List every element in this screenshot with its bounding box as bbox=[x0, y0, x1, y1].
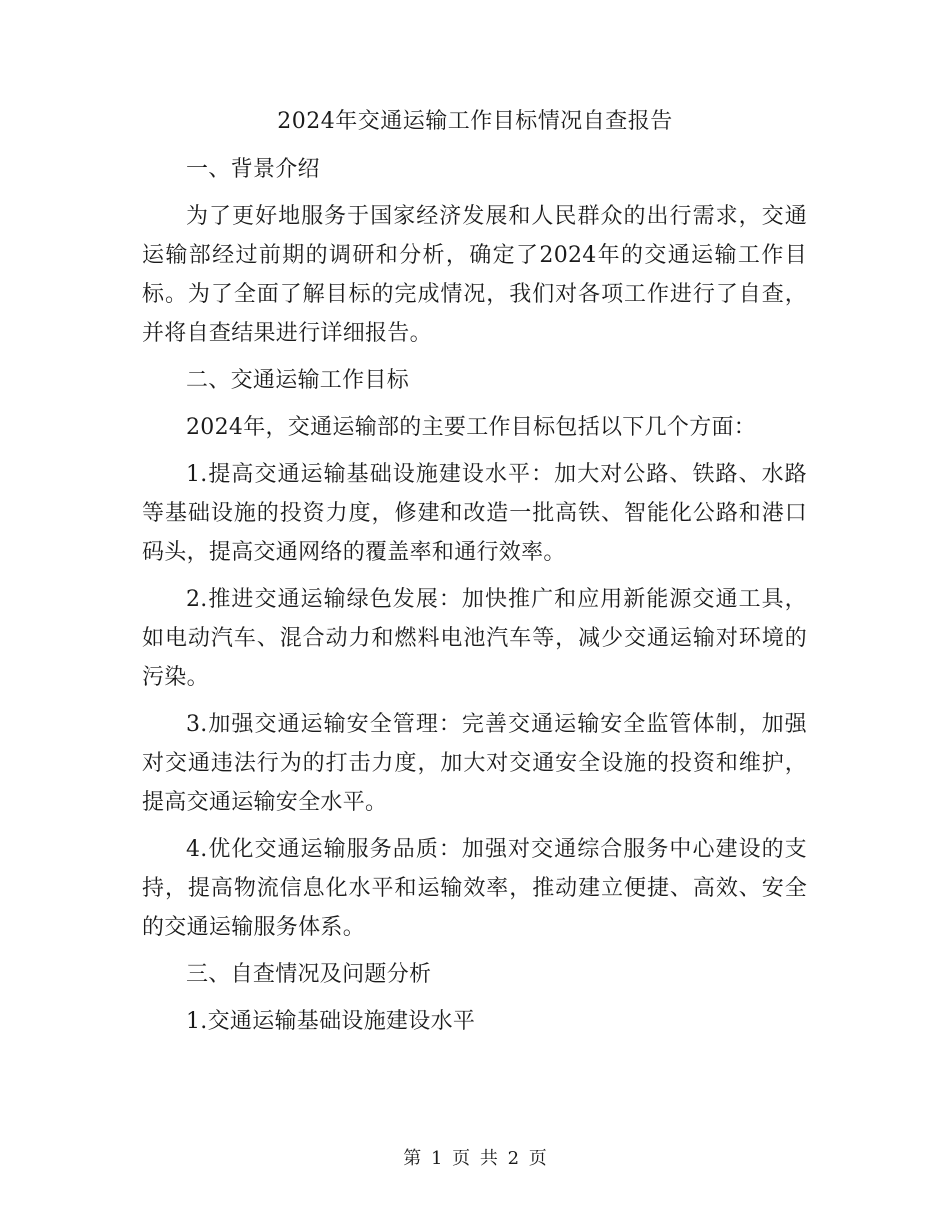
section-heading-background: 一、背景介绍 bbox=[186, 157, 320, 182]
paragraph-goals-intro: 2024年，交通运输部的主要工作目标包括以下几个方面： bbox=[186, 415, 757, 440]
document-body bbox=[142, 150, 807, 1041]
page-footer: 第 1 页 共 2 页 bbox=[403, 1148, 547, 1169]
subsection-heading-infrastructure: 1.交通运输基础设施建设水平 bbox=[186, 1009, 476, 1034]
section-heading-goals: 二、交通运输工作目标 bbox=[186, 368, 410, 393]
goal-item-service-quality: 4.优化交通运输服务品质：加强对交通综合服务中心建设的支持，提高物流信息化水平和运输效率，推动建立便捷、高效、安全的交通运输服务体系。 bbox=[142, 837, 807, 940]
paragraph-background: 为了更好地服务于国家经济发展和人民群众的出行需求，交通运输部经过前期的调研和分析，确定了2024年的交通运输工作目标。为了全面了解目标的完成情况，我们对各项工作进行了自查，并将自查结果进行详细报告。 bbox=[142, 204, 807, 346]
goal-item-safety: 3.加强交通运输安全管理：完善交通运输安全监管体制，加强对交通违法行为的打击力度，加大对交通安全设施的投资和维护，提高交通运输安全水平。 bbox=[142, 712, 807, 815]
goal-item-green-development: 2.推进交通运输绿色发展：加快推广和应用新能源交通工具，如电动汽车、混合动力和燃料电池汽车等，减少交通运输对环境的污染。 bbox=[142, 587, 807, 690]
goal-item-infrastructure: 1.提高交通运输基础设施建设水平：加大对公路、铁路、水路等基础设施的投资力度，修建和改造一批高铁、智能化公路和港口码头，提高交通网络的覆盖率和通行效率。 bbox=[142, 462, 807, 565]
section-heading-self-check: 三、自查情况及问题分析 bbox=[186, 962, 432, 987]
document-title: 2024年交通运输工作目标情况自查报告 bbox=[277, 109, 673, 134]
